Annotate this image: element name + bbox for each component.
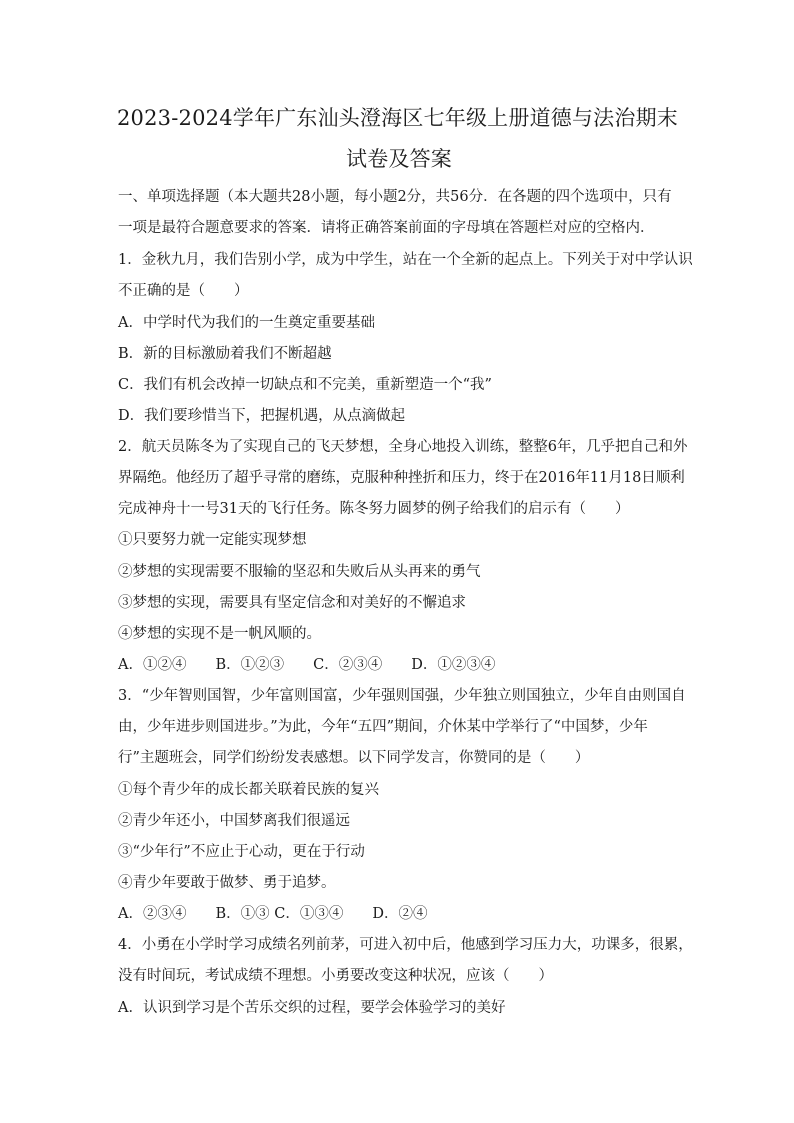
question-3-options: A．②③④ B．①③ C．①③④ D．②④: [118, 906, 428, 922]
question-3-stem-line-2: 由，少年进步则国进步。”为此，今年“五四”期间，介休某中学举行了“中国梦，少年: [118, 719, 648, 735]
question-1-option-a: A．中学时代为我们的一生奠定重要基础: [118, 315, 375, 331]
section-heading-line-1: 一、单项选择题（本大题共28小题，每小题2分，共56分．在各题的四个选项中，只有: [118, 189, 672, 205]
question-3-statement-2: ②青少年还小，中国梦离我们很遥远: [118, 813, 350, 829]
document-title-line-2: 试卷及答案: [346, 147, 452, 171]
document-title-line-1: 2023-2024学年广东汕头澄海区七年级上册道德与法治期末: [117, 106, 678, 130]
question-2-statement-3: ③梦想的实现，需要具有坚定信念和对美好的不懈追求: [118, 595, 466, 611]
question-2-statement-2: ②梦想的实现需要不服输的坚忍和失败后从头再来的勇气: [118, 564, 481, 580]
question-4-stem-line-2: 没有时间玩，考试成绩不理想。小勇要改变这种状况，应该（ ）: [118, 968, 553, 984]
question-4-stem-line-1: 4．小勇在小学时学习成绩名列前茅，可进入初中后，他感到学习压力大，功课多，很累，: [118, 937, 693, 953]
question-4-option-a: A．认识到学习是个苦乐交织的过程，要学会体验学习的美好: [118, 1000, 506, 1016]
question-2-statement-4: ④梦想的实现不是一帆风顺的。: [118, 626, 321, 642]
section-heading-line-2: 一项是最符合题意要求的答案．请将正确答案前面的字母填在答题栏对应的空格内．: [118, 220, 655, 236]
question-2-stem-line-3: 完成神舟十一号31天的飞行任务。陈冬努力圆梦的例子给我们的启示有（ ）: [118, 501, 630, 517]
question-1-option-d: D．我们要珍惜当下，把握机遇，从点滴做起: [118, 408, 406, 424]
question-3-statement-4: ④青少年要敢于做梦、勇于追梦。: [118, 875, 336, 891]
question-1-option-c: C．我们有机会改掉一切缺点和不完美，重新塑造一个“我”: [118, 377, 492, 393]
question-2-options: A．①②④ B．①②③ C．②③④ D．①②③④: [118, 657, 496, 673]
question-1-stem-line-1: 1．金秋九月，我们告别小学，成为中学生，站在一个全新的起点上。下列关于对中学认识: [118, 252, 693, 268]
question-3-statement-3: ③“少年行”不应止于心动，更在于行动: [118, 844, 365, 860]
question-3-stem-line-1: 3．“少年智则国智，少年富则国富，少年强则国强，少年独立则国独立，少年自由则国自: [118, 688, 686, 704]
question-2-stem-line-1: 2．航天员陈冬为了实现自己的飞天梦想，全身心地投入训练，整整6年，几乎把自己和外: [118, 439, 688, 455]
question-1-stem-line-2: 不正确的是（ ）: [118, 283, 249, 299]
question-2-statement-1: ①只要努力就一定能实现梦想: [118, 532, 307, 548]
question-2-stem-line-2: 界隔绝。他经历了超乎寻常的磨练，克服种种挫折和压力，终于在2016年11月18日顺利: [118, 470, 685, 486]
question-3-statement-1: ①每个青少年的成长都关联着民族的复兴: [118, 782, 379, 798]
question-1-option-b: B．新的目标激励着我们不断超越: [118, 346, 332, 362]
question-3-stem-line-3: 行”主题班会，同学们纷纷发表感想。以下同学发言，你赞同的是（ ）: [118, 750, 590, 766]
